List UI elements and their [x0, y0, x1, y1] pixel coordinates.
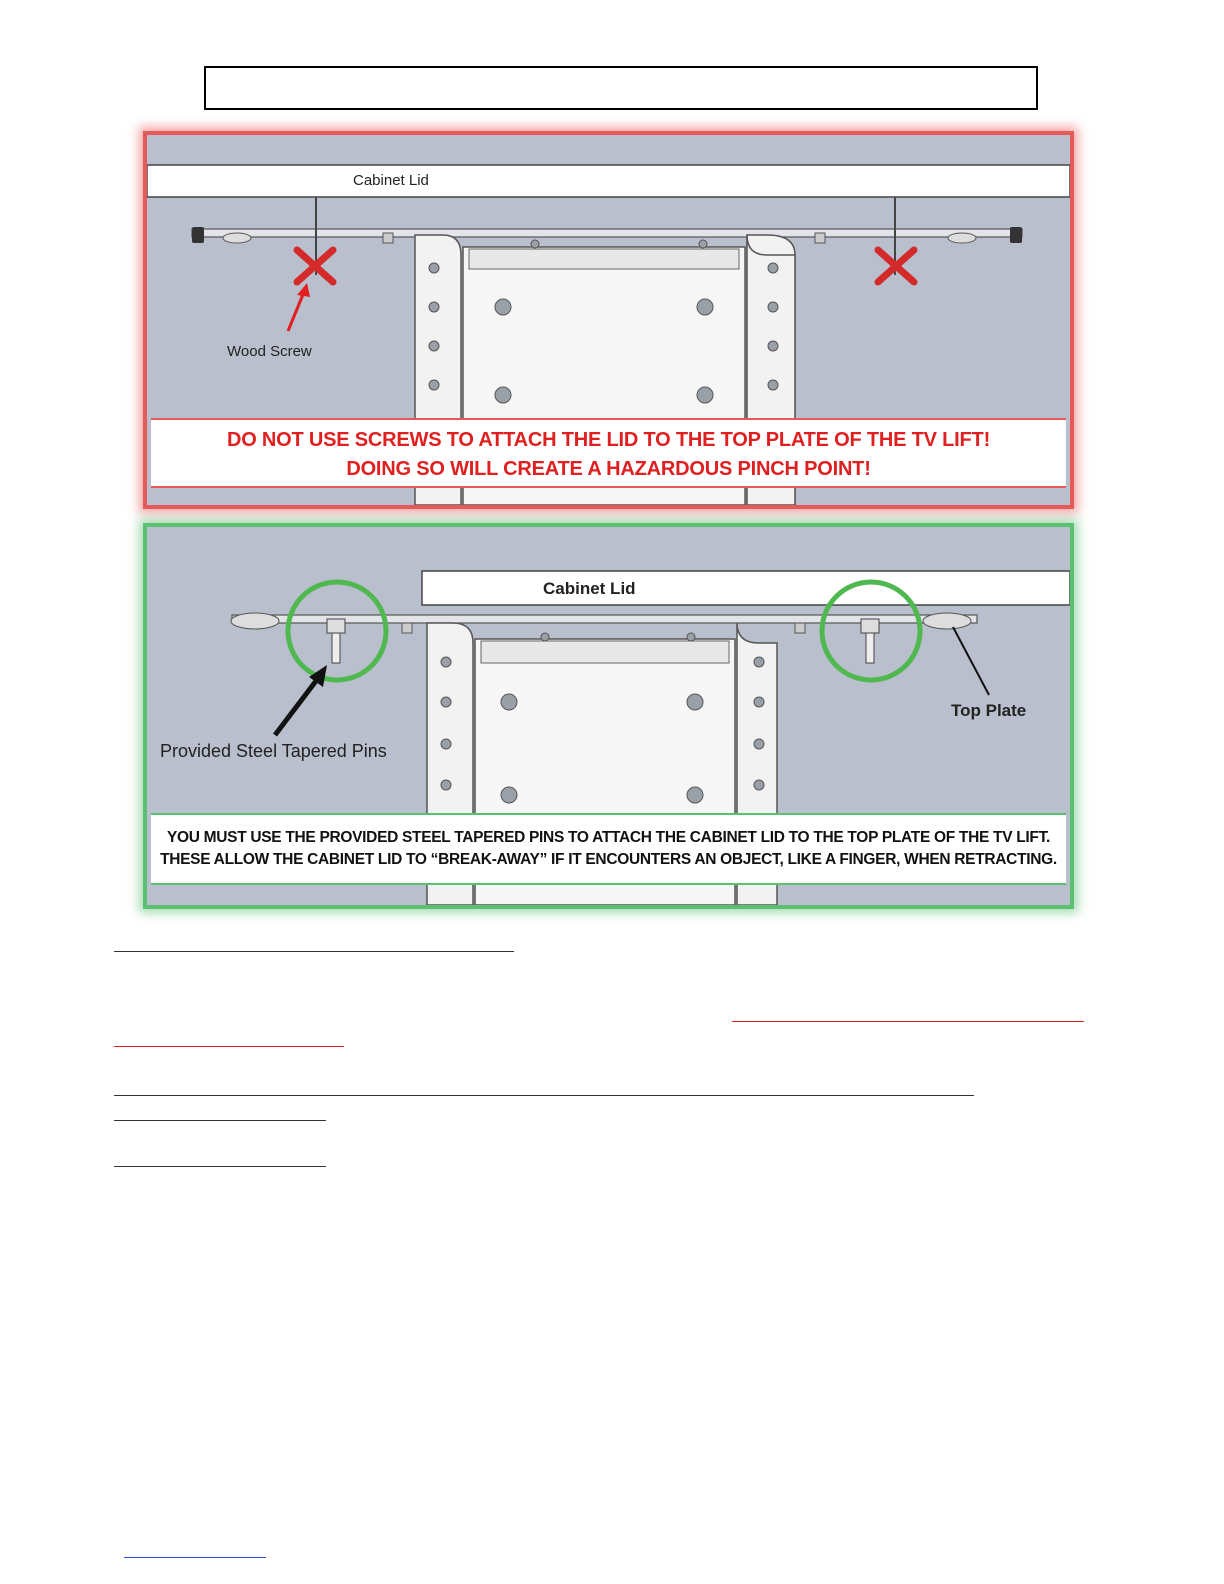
incorrect-installation-figure [143, 131, 1074, 509]
cabinet-lid-label: Cabinet Lid [543, 579, 636, 598]
underline-rule [114, 1166, 326, 1167]
underline-rule [732, 1021, 1084, 1022]
link-underline[interactable] [124, 1557, 266, 1558]
cabinet-lid-shape [147, 165, 1070, 197]
safety-instruction [151, 813, 1066, 885]
instruction-line: THESE ALLOW THE CABINET LID TO “BREAK-AWAY” IF IT ENCOUNTERS AN OBJECT, LIKE A FINGER, WHEN RETRACTING. [160, 851, 1057, 868]
underline-rule [114, 1095, 974, 1096]
wood-screw-label: Wood Screw [227, 343, 312, 360]
underline-rule [114, 1046, 344, 1047]
correct-installation-figure [143, 523, 1074, 909]
cabinet-lid-label: Cabinet Lid [353, 172, 429, 189]
underline-rule [114, 951, 514, 952]
top-plate-label: Top Plate [951, 701, 1027, 720]
steel-pins-label: Provided Steel Tapered Pins [160, 741, 387, 761]
warning-line: DO NOT USE SCREWS TO ATTACH THE LID TO THE TOP PLATE OF THE TV LIFT! [226, 429, 991, 451]
page-title-box [204, 66, 1038, 110]
instruction-line: YOU MUST USE THE PROVIDED STEEL TAPERED PINS TO ATTACH THE CABINET LID TO THE TOP PLATE OF THE TV LIFT. [166, 829, 1051, 846]
underline-rule [114, 1120, 326, 1121]
cabinet-lid-shape [422, 571, 1070, 605]
hazard-warning [151, 418, 1066, 488]
warning-line: DOING SO WILL CREATE A HAZARDOUS PINCH POINT! [346, 458, 871, 480]
